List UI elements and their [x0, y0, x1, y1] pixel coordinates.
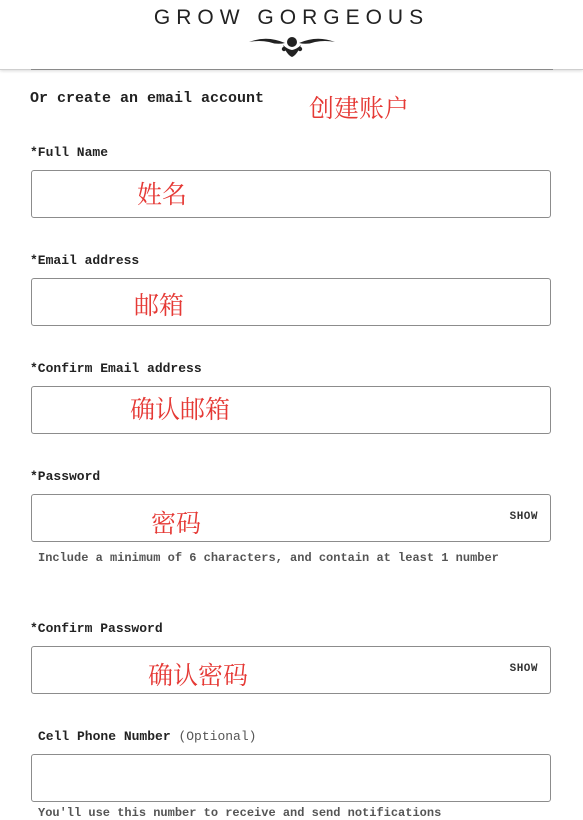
phone-input[interactable] [32, 755, 550, 801]
annotation-password: 密码 [151, 509, 202, 538]
annotation-confirm-email: 确认邮箱 [130, 395, 231, 424]
password-field[interactable] [31, 494, 551, 542]
ornamental-flourish-icon [247, 33, 337, 59]
phone-hint-cutoff: You'll use this number to receive and send notifications [38, 806, 442, 820]
brand-logo-text[interactable]: GROW GORGEOUS [153, 6, 430, 29]
confirm-password-label: *Confirm Password [30, 621, 163, 636]
email-field[interactable] [31, 278, 551, 326]
annotation-create-account: 创建账户 [309, 94, 410, 123]
section-title: Or create an email account [30, 90, 265, 107]
email-label: *Email address [30, 253, 140, 268]
header-divider [31, 69, 553, 70]
full-name-input[interactable] [32, 171, 550, 217]
password-input[interactable] [32, 495, 550, 541]
confirm-password-field[interactable] [31, 646, 551, 694]
annotation-confirm-password: 确认密码 [148, 661, 249, 690]
annotation-email: 邮箱 [134, 291, 185, 320]
confirm-email-field[interactable] [31, 386, 551, 434]
phone-optional-tag: (Optional) [178, 729, 257, 744]
phone-label-text: Cell Phone Number [38, 729, 171, 744]
annotation-name: 姓名 [137, 180, 188, 209]
confirm-password-input[interactable] [32, 647, 550, 693]
show-password-button[interactable]: SHOW [509, 511, 538, 523]
show-confirm-password-button[interactable]: SHOW [509, 663, 538, 675]
confirm-email-input[interactable] [32, 387, 550, 433]
password-hint: Include a minimum of 6 characters, and contain at least 1 number [38, 551, 499, 565]
site-header [0, 0, 583, 70]
confirm-email-label: *Confirm Email address [30, 361, 202, 376]
phone-label [38, 729, 256, 744]
full-name-field[interactable] [31, 170, 551, 218]
phone-field[interactable] [31, 754, 551, 802]
full-name-label: *Full Name [30, 145, 109, 160]
email-input[interactable] [32, 279, 550, 325]
password-label: *Password [30, 469, 101, 484]
